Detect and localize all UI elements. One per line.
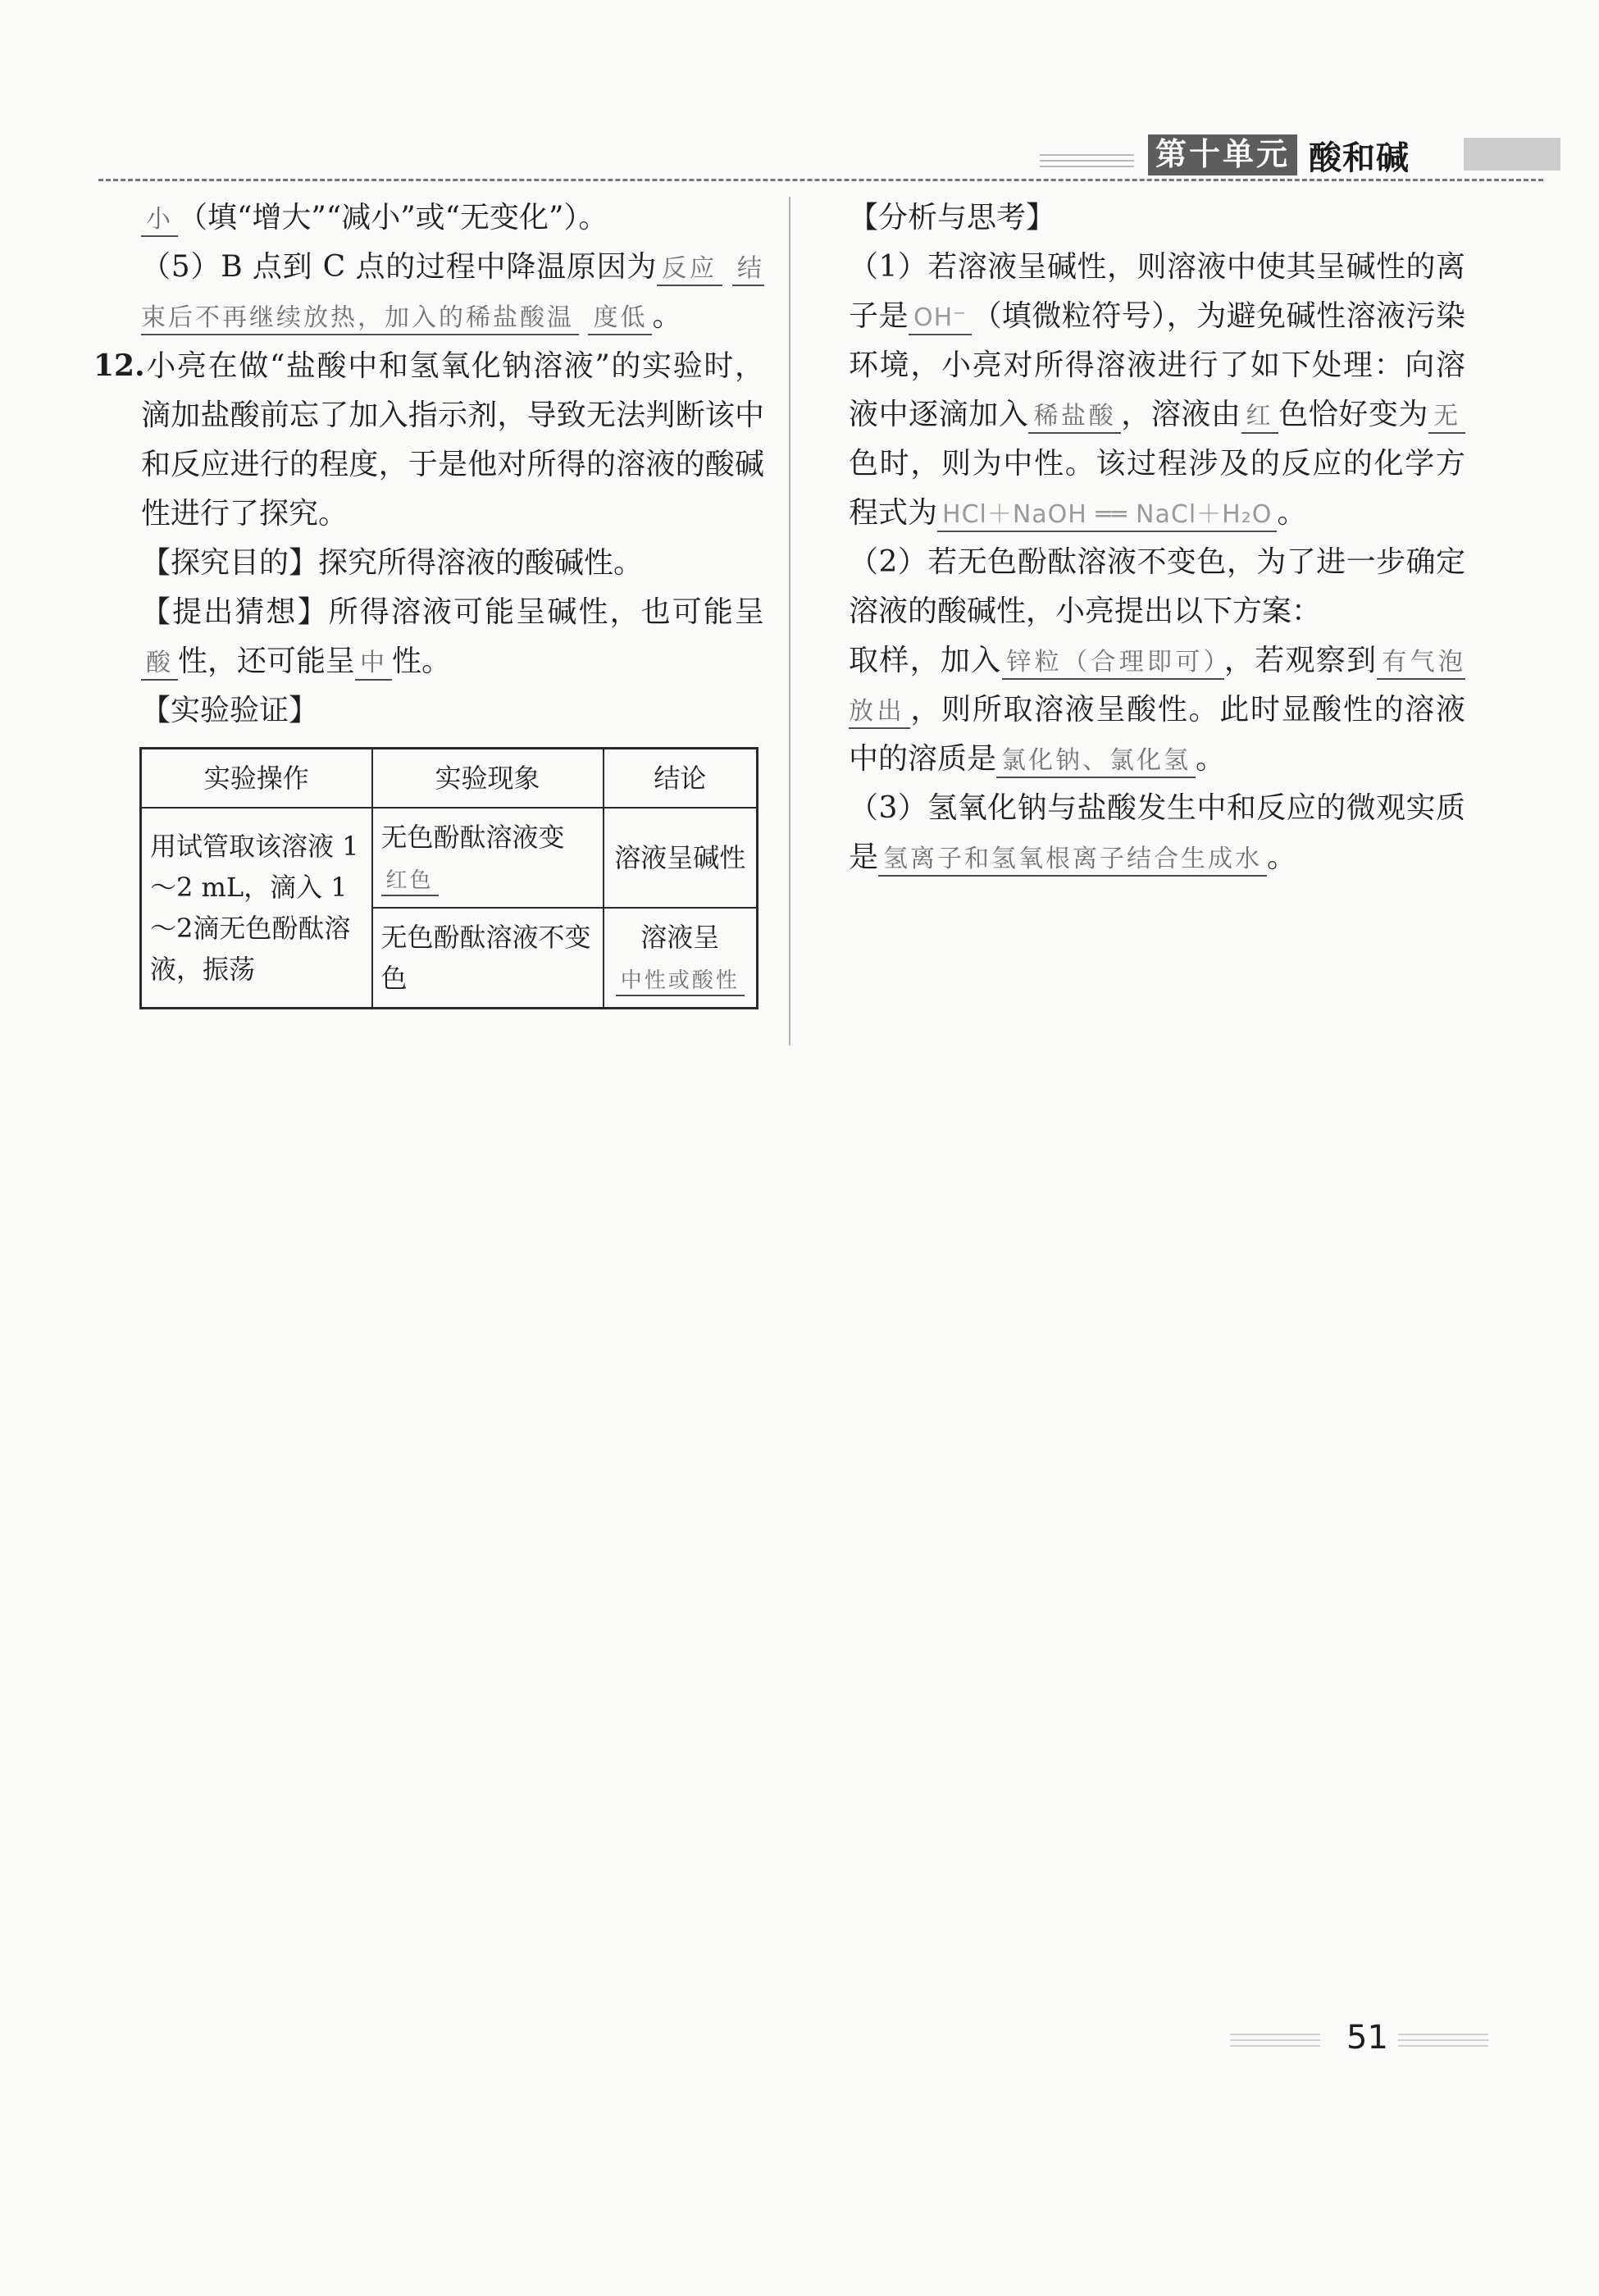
cell-phenomenon-2: 无色酚酞溶液不变色: [372, 908, 604, 1009]
unit-name: 酸和碱: [1309, 139, 1410, 177]
q4-answer: 小: [141, 205, 178, 237]
page-number: 51: [1346, 2019, 1388, 2057]
header-gray-bar: [1464, 138, 1560, 171]
q5: （5）B 点到 C 点的过程中降温原因为 反应 结束后不再继续放热，加入的稀盐酸温 度低 。: [141, 243, 764, 341]
header-operation: 实验操作: [141, 749, 372, 809]
footer-decor-lines-left: [1230, 2029, 1320, 2048]
a3-answer: 氢离子和氢氧根离子结合生成水: [878, 845, 1267, 877]
right-column: [849, 194, 1465, 882]
column-divider: [789, 197, 790, 1046]
q5-answer-c: 度低: [588, 303, 652, 335]
header-phenomenon: 实验现象: [372, 749, 604, 809]
phenomenon-answer: 红色: [381, 868, 439, 896]
guess-answer-1: 酸: [141, 649, 178, 681]
a1-answer-reagent: 稀盐酸: [1028, 402, 1121, 434]
footer-decor-lines-right: [1398, 2029, 1488, 2048]
analysis-title: 【分析与思考】: [849, 201, 1056, 235]
experiment-table: [139, 747, 758, 1009]
header-conclusion: 结论: [604, 749, 758, 809]
q5-answer-b: 结束后不再继续放热，加入的稀盐酸温: [141, 254, 764, 335]
guess: 【提出猜想】所得溶液可能呈碱性，也可能呈酸 性，还可能呈 中 性。: [141, 588, 764, 686]
cell-conclusion-2: 溶液呈 中性或酸性: [604, 908, 758, 1009]
a1-answer-equation: HCl＋NaOH ══ NaCl＋H₂O: [937, 500, 1277, 532]
guess-answer-2: 中: [355, 649, 392, 681]
a2-answer-solute: 氯化钠、氯化氢: [996, 746, 1196, 778]
table-row: [141, 808, 758, 908]
analysis-q2: （2）若无色酚酞溶液不变色，为了进一步确定溶液的酸碱性，小亮提出以下方案：: [849, 545, 1465, 628]
q4-continuation: 小 （填“增大”“减小”或“无变化”）。: [141, 194, 764, 243]
header-decor-lines: [1040, 150, 1134, 171]
analysis-q2-plan: 取样，加入 锌粒（合理即可） ，若观察到 有气泡放出 ，则所取溶液呈酸性。此时显酸性的溶液中的溶质是 氯化钠、氯化氢 。: [849, 636, 1465, 784]
analysis-q1: （1）若溶液呈碱性，则溶液中使其呈碱性的离子是 OH⁻ （填微粒符号），为避免碱性溶液污染环境，小亮对所得溶液进行了如下处理：向溶液中逐滴加入 稀盐酸 ，溶液由 红 色恰好变为 无色时，则为中性。该过程涉及的反应的化学方程式为 HCl＋NaOH ══ NaCl＋H₂O 。: [849, 243, 1465, 538]
cell-operation: 用试管取该溶液 1～2 mL，滴入 1～2滴无色酚酞溶液，振荡: [141, 808, 372, 1009]
unit-label: 第十单元: [1148, 134, 1297, 175]
purpose: 【探究目的】探究所得溶液的酸碱性。: [141, 546, 644, 580]
a1-answer-color-1: 红: [1241, 402, 1279, 434]
table-header-row: [141, 749, 758, 809]
cell-phenomenon-1: 无色酚酞溶液变 红色: [372, 808, 604, 908]
header-dashed-rule: [98, 179, 1543, 181]
q12-stem: 12.小亮在做“盐酸中和氢氧化钠溶液”的实验时，滴加盐酸前忘了加入指示剂，导致无法判断该中和反应进行的程度，于是他对所得的溶液的酸碱性进行了探究。: [93, 348, 764, 531]
q5-answer-a: 反应: [657, 254, 722, 286]
a2-answer-reagent: 锌粒（合理即可）: [1002, 648, 1224, 680]
unit-header: [1148, 133, 1410, 177]
cell-conclusion-1: 溶液呈碱性: [604, 808, 758, 908]
verify-title: 【实验验证】: [141, 694, 319, 727]
conclusion-answer: 中性或酸性: [616, 968, 745, 996]
a1-answer-color-2: 无: [1428, 402, 1465, 434]
a2-answer-phenomenon: 有气泡放出: [849, 648, 1465, 729]
q12-number: 12.: [93, 348, 145, 383]
left-column: [93, 194, 764, 1009]
a1-answer-ion: OH⁻: [909, 303, 972, 335]
analysis-q3: （3）氢氧化钠与盐酸发生中和反应的微观实质是 氢离子和氢氧根离子结合生成水 。: [849, 784, 1465, 882]
